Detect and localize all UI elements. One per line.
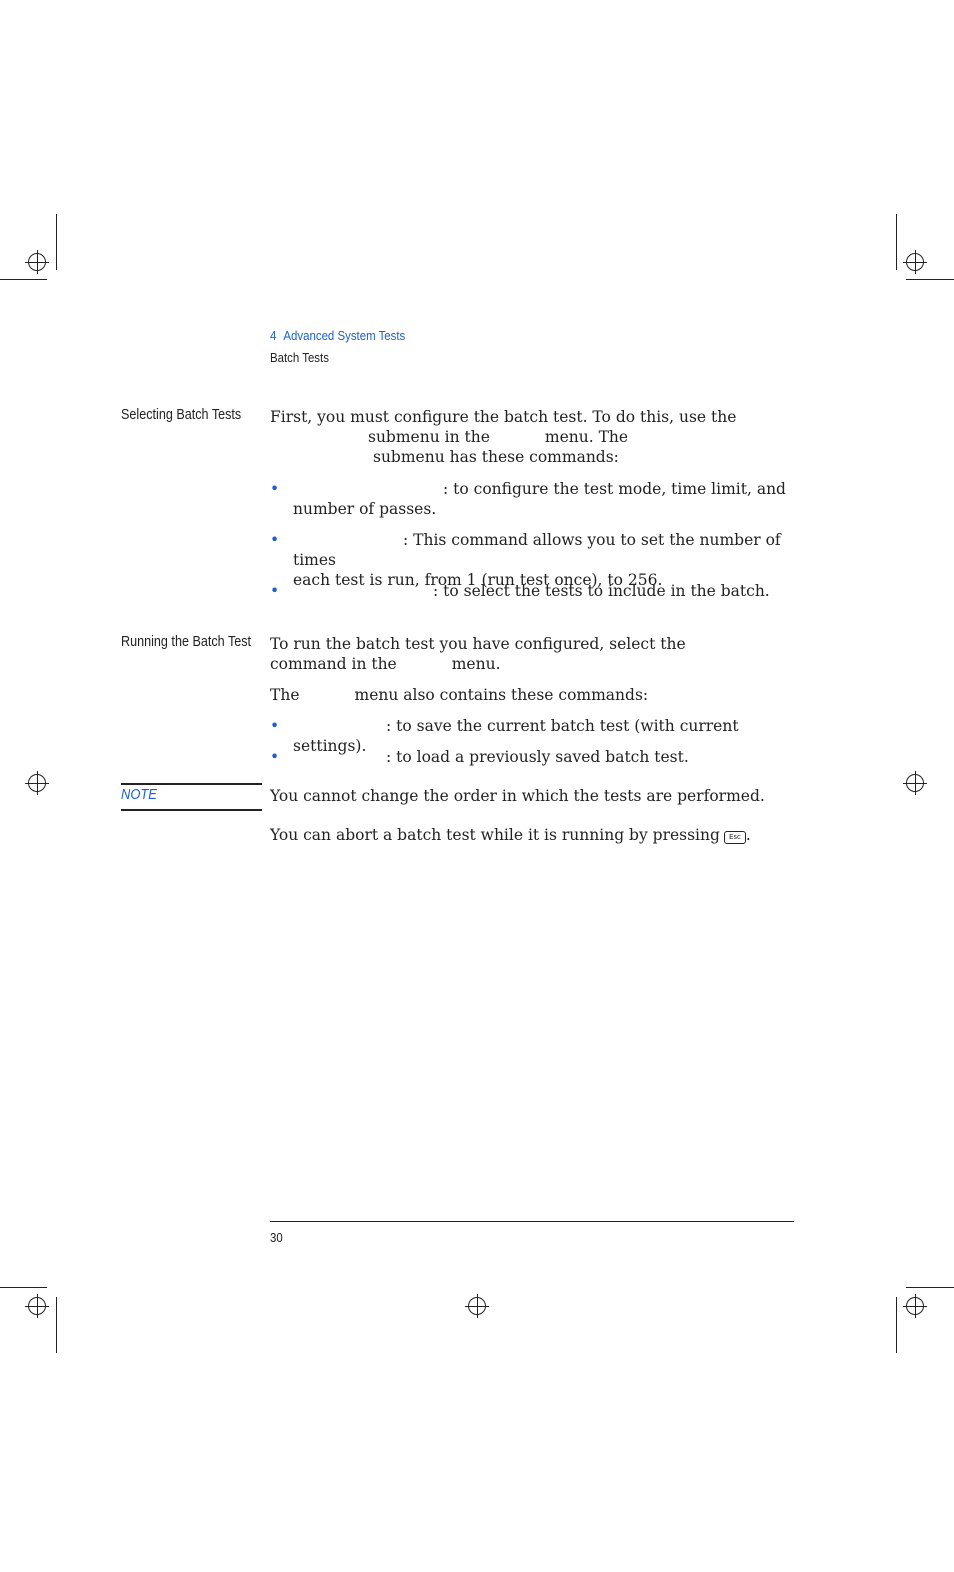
registration-mark-icon [903, 1294, 927, 1318]
note-label: NOTE [121, 786, 157, 803]
bullet-icon: • [270, 717, 280, 735]
crop-mark [56, 214, 57, 270]
note-rule-bottom [121, 809, 262, 811]
intro-line: submenu in the menu. The [368, 428, 629, 446]
crop-mark [896, 1297, 897, 1353]
registration-mark-icon [25, 250, 49, 274]
bullet-icon: • [270, 480, 280, 498]
note-rule-top [121, 783, 262, 785]
crop-mark [0, 1287, 47, 1288]
crop-mark [906, 1287, 954, 1288]
abort-paragraph: You can abort a batch test while it is running by pressing Esc . [270, 826, 751, 844]
crop-mark [0, 279, 47, 280]
chapter-header [270, 328, 405, 343]
chapter-title: Advanced System Tests [283, 328, 406, 343]
running-heading: Running the Batch Test [121, 633, 252, 650]
registration-mark-icon [25, 771, 49, 795]
crop-mark [56, 1297, 57, 1353]
registration-mark-icon [465, 1294, 489, 1318]
bullet-icon: • [270, 748, 280, 766]
page-number: 30 [270, 1230, 283, 1245]
section-header: Batch Tests [270, 350, 329, 365]
crop-mark [896, 214, 897, 270]
bullet-icon: • [270, 582, 280, 600]
esc-key-icon: Esc [724, 831, 746, 844]
selecting-intro [270, 407, 795, 467]
bullet-icon: • [270, 531, 280, 549]
intro-line: First, you must configure the batch test. To do this, use the [270, 408, 737, 426]
footer-rule [270, 1221, 794, 1222]
note-text: You cannot change the order in which the tests are performed. [270, 787, 765, 805]
crop-mark [906, 279, 954, 280]
running-intro: To run the batch test you have configured, select the command in the menu. [270, 635, 686, 673]
selecting-heading: Selecting Batch Tests [121, 406, 242, 423]
registration-mark-icon [25, 1294, 49, 1318]
registration-mark-icon [903, 771, 927, 795]
intro-line: submenu has these commands: [373, 448, 619, 466]
chapter-number: 4 [270, 328, 277, 343]
registration-mark-icon [903, 250, 927, 274]
menu-commands-intro: The menu also contains these commands: [270, 686, 649, 704]
